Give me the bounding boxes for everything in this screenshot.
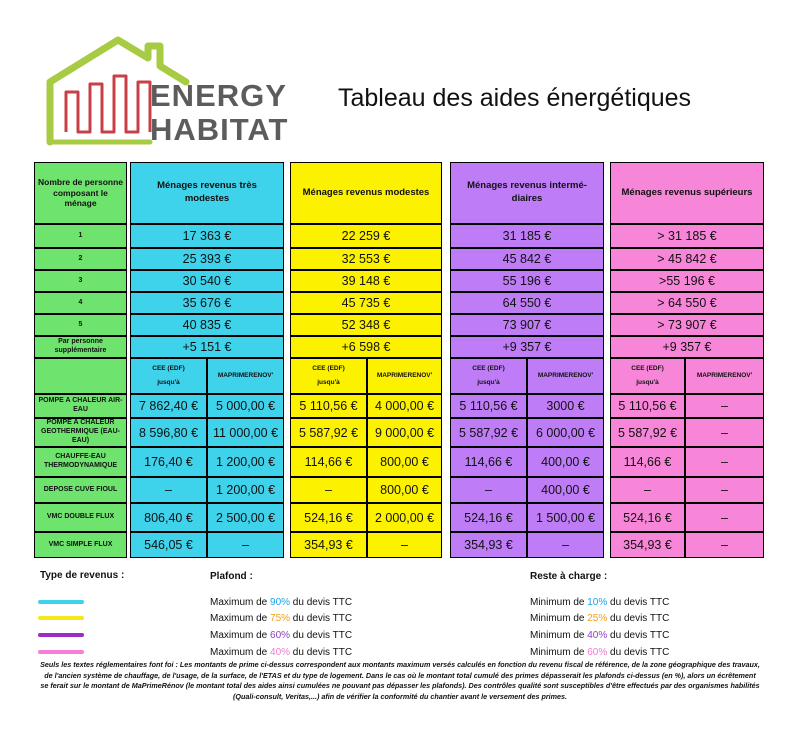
maprimerenov-amount-cell: –: [685, 532, 764, 558]
cee-amount-cell: 5 587,92 €: [290, 418, 367, 447]
cee-label: CEE (EDF): [631, 364, 664, 372]
cee-subheader: [610, 358, 685, 394]
legend-text-suffix: du devis TTC: [607, 613, 670, 624]
maprimerenov-amount-cell: 4 000,00 €: [367, 394, 442, 418]
legend-text-prefix: Minimum de: [530, 647, 588, 658]
legend-text-suffix: du devis TTC: [290, 647, 353, 658]
cee-amount-cell: 354,93 €: [450, 532, 527, 558]
income-threshold-cell: 30 540 €: [130, 270, 284, 292]
maprimerenov-amount-cell: 400,00 €: [527, 447, 604, 477]
legal-footnote: Seuls les textes réglementaires font foi : Les montants de prime ci-dessus correspondent aux montants maximum versés calculés en fonction du revenu fiscal de référence, de la zone géographique des travaux, de l'ancien système de chauffage, de l'usage, de la surface, de l'ETAS et du type de logement. Dans le cas où le montant total cumulé des primes dépasserait les plafonds ci-dessus (en %), alors un écrêtement se ferait sur le montant de MaPrimeRénov (le montant total des aides ainsi cumulées ne pouvant pas dépasser les plafonds). Des contrôles qualité sont susceptibles d'être effectués par des organismes habilités (Quali-consult, Veritas,...) afin de vérifier la conformité du chantier avant le versement des primes.: [40, 660, 760, 701]
maprimerenov-amount-cell: 400,00 €: [527, 477, 604, 503]
maprimerenov-amount-cell: 1 200,00 €: [207, 447, 284, 477]
income-group-header: Ménages revenus très modestes: [130, 162, 284, 224]
income-threshold-cell: > 73 907 €: [610, 314, 764, 336]
income-threshold-cell: 73 907 €: [450, 314, 604, 336]
income-threshold-cell: 17 363 €: [130, 224, 284, 248]
maprimerenov-amount-cell: 5 000,00 €: [207, 394, 284, 418]
maprimerenov-amount-cell: 2 500,00 €: [207, 503, 284, 532]
income-threshold-cell: 31 185 €: [450, 224, 604, 248]
cee-subheader: [130, 358, 207, 394]
maprimerenov-amount-cell: –: [685, 418, 764, 447]
legend-percentage: 10%: [587, 597, 608, 608]
household-size-label: 2: [34, 248, 127, 270]
cee-subheader: [290, 358, 367, 394]
reste-text: [530, 597, 669, 608]
equipment-label: CHAUFFE-EAU THERMODYNAMIQUE: [34, 447, 127, 477]
legend-percentage: 60%: [270, 630, 291, 641]
maprimerenov-amount-cell: 6 000,00 €: [527, 418, 604, 447]
legend-text-suffix: du devis TTC: [290, 613, 353, 624]
income-threshold-cell: 22 259 €: [290, 224, 442, 248]
maprimerenov-amount-cell: –: [685, 503, 764, 532]
maprimerenov-amount-cell: –: [367, 532, 442, 558]
cee-amount-cell: 8 596,80 €: [130, 418, 207, 447]
plafond-text: [210, 613, 352, 624]
reste-text: [530, 613, 669, 624]
cee-amount-cell: 354,93 €: [610, 532, 685, 558]
maprimerenov-amount-cell: –: [685, 447, 764, 477]
income-type-swatch: [38, 650, 84, 654]
household-size-label: 5: [34, 314, 127, 336]
legend-percentage: 40%: [270, 647, 291, 658]
legend-text-prefix: Maximum de: [210, 630, 271, 641]
income-threshold-cell: 52 348 €: [290, 314, 442, 336]
cee-amount-cell: 114,66 €: [610, 447, 685, 477]
income-threshold-cell: > 45 842 €: [610, 248, 764, 270]
household-size-label: 3: [34, 270, 127, 292]
cee-amount-cell: 546,05 €: [130, 532, 207, 558]
equipment-label: VMC DOUBLE FLUX: [34, 503, 127, 532]
maprimerenov-amount-cell: –: [527, 532, 604, 558]
reste-text: [530, 647, 669, 658]
cee-label: CEE (EDF): [152, 364, 185, 372]
equipment-label: VMC SIMPLE FLUX: [34, 532, 127, 558]
cee-amount-cell: 5 110,56 €: [290, 394, 367, 418]
household-size-label: 1: [34, 224, 127, 248]
cee-amount-cell: –: [130, 477, 207, 503]
income-threshold-cell: 45 735 €: [290, 292, 442, 314]
maprimerenov-amount-cell: 11 000,00 €: [207, 418, 284, 447]
maprimerenov-amount-cell: 3000 €: [527, 394, 604, 418]
cee-amount-cell: 114,66 €: [450, 447, 527, 477]
cee-sublabel: jusqu'à: [157, 379, 180, 386]
maprimerenov-amount-cell: 800,00 €: [367, 477, 442, 503]
income-type-swatch: [38, 600, 84, 604]
legend-percentage: 25%: [587, 613, 608, 624]
maprimerenov-amount-cell: –: [685, 477, 764, 503]
maprimerenov-subheader: MAPRIMERENOV': [527, 358, 604, 394]
income-threshold-cell: 45 842 €: [450, 248, 604, 270]
income-type-swatch: [38, 633, 84, 637]
maprimerenov-amount-cell: 800,00 €: [367, 447, 442, 477]
legend-text-suffix: du devis TTC: [290, 630, 353, 641]
cee-amount-cell: –: [290, 477, 367, 503]
income-threshold-cell: > 31 185 €: [610, 224, 764, 248]
legend-text-suffix: du devis TTC: [607, 597, 670, 608]
legend-text-prefix: Minimum de: [530, 630, 588, 641]
income-threshold-cell: 25 393 €: [130, 248, 284, 270]
maprimerenov-subheader: MAPRIMERENOV': [207, 358, 284, 394]
cee-amount-cell: 114,66 €: [290, 447, 367, 477]
cee-amount-cell: 524,16 €: [610, 503, 685, 532]
legend-type-label: Type de revenus :: [40, 570, 125, 581]
household-size-label: Par personne supplémentaire: [34, 336, 127, 358]
cee-sublabel: jusqu'à: [477, 379, 500, 386]
cee-amount-cell: 7 862,40 €: [130, 394, 207, 418]
legend-text-prefix: Minimum de: [530, 597, 588, 608]
legend-plafond-label: Plafond :: [210, 571, 253, 582]
income-threshold-cell: 64 550 €: [450, 292, 604, 314]
income-threshold-cell: +5 151 €: [130, 336, 284, 358]
income-threshold-cell: 39 148 €: [290, 270, 442, 292]
cee-amount-cell: –: [610, 477, 685, 503]
legend-text-suffix: du devis TTC: [607, 630, 670, 641]
household-size-label: 4: [34, 292, 127, 314]
income-group-header: Ménages revenus supérieurs: [610, 162, 764, 224]
cee-amount-cell: 354,93 €: [290, 532, 367, 558]
cee-amount-cell: 524,16 €: [290, 503, 367, 532]
cee-amount-cell: 5 587,92 €: [450, 418, 527, 447]
legend-percentage: 90%: [270, 597, 291, 608]
cee-label: CEE (EDF): [472, 364, 505, 372]
maprimerenov-amount-cell: –: [207, 532, 284, 558]
equipment-label: POMPE A CHALEUR AIR-EAU: [34, 394, 127, 418]
cee-amount-cell: 176,40 €: [130, 447, 207, 477]
legend-text-prefix: Maximum de: [210, 647, 271, 658]
maprimerenov-amount-cell: 1 500,00 €: [527, 503, 604, 532]
logo-text-energy: ENERGY: [150, 78, 287, 113]
household-size-header: Nombre de personne composant le ménage: [34, 162, 127, 224]
empty-label-cell: [34, 358, 127, 394]
cee-sublabel: jusqu'à: [317, 379, 340, 386]
cee-subheader: [450, 358, 527, 394]
income-threshold-cell: 35 676 €: [130, 292, 284, 314]
legend-text-suffix: du devis TTC: [290, 597, 353, 608]
legend-text-suffix: du devis TTC: [607, 647, 670, 658]
income-type-swatch: [38, 616, 84, 620]
logo-heating-coil: [66, 76, 150, 132]
equipment-label: DEPOSE CUVE FIOUL: [34, 477, 127, 503]
page-title: Tableau des aides énergétiques: [338, 84, 692, 112]
equipment-label: POMPE A CHALEUR GEOTHERMIQUE (EAU-EAU): [34, 418, 127, 447]
plafond-text: [210, 647, 352, 658]
cee-amount-cell: 5 110,56 €: [450, 394, 527, 418]
income-group-header: Ménages revenus modestes: [290, 162, 442, 224]
cee-label: CEE (EDF): [312, 364, 345, 372]
income-threshold-cell: >55 196 €: [610, 270, 764, 292]
plafond-text: [210, 630, 352, 641]
reste-text: [530, 630, 669, 641]
income-threshold-cell: +9 357 €: [450, 336, 604, 358]
income-threshold-cell: > 64 550 €: [610, 292, 764, 314]
cee-amount-cell: 524,16 €: [450, 503, 527, 532]
income-threshold-cell: +6 598 €: [290, 336, 442, 358]
legend-reste-label: Reste à charge :: [530, 571, 608, 582]
logo-text-habitat: HABITAT: [150, 112, 288, 147]
cee-amount-cell: –: [450, 477, 527, 503]
cee-amount-cell: 806,40 €: [130, 503, 207, 532]
maprimerenov-subheader: MAPRIMERENOV': [685, 358, 764, 394]
income-group-header: Ménages revenus intermé-diaires: [450, 162, 604, 224]
income-threshold-cell: 32 553 €: [290, 248, 442, 270]
legend-percentage: 40%: [587, 630, 608, 641]
maprimerenov-amount-cell: 1 200,00 €: [207, 477, 284, 503]
legend-text-prefix: Maximum de: [210, 613, 271, 624]
plafond-text: [210, 597, 352, 608]
legend-text-prefix: Maximum de: [210, 597, 271, 608]
income-threshold-cell: 40 835 €: [130, 314, 284, 336]
maprimerenov-amount-cell: –: [685, 394, 764, 418]
income-threshold-cell: +9 357 €: [610, 336, 764, 358]
legend-text-prefix: Minimum de: [530, 613, 588, 624]
energy-habitat-logo: [38, 34, 288, 149]
cee-amount-cell: 5 587,92 €: [610, 418, 685, 447]
legend-percentage: 75%: [270, 613, 291, 624]
cee-sublabel: jusqu'à: [636, 379, 659, 386]
income-threshold-cell: 55 196 €: [450, 270, 604, 292]
maprimerenov-subheader: MAPRIMERENOV': [367, 358, 442, 394]
maprimerenov-amount-cell: 2 000,00 €: [367, 503, 442, 532]
maprimerenov-amount-cell: 9 000,00 €: [367, 418, 442, 447]
cee-amount-cell: 5 110,56 €: [610, 394, 685, 418]
legend-percentage: 60%: [587, 647, 608, 658]
